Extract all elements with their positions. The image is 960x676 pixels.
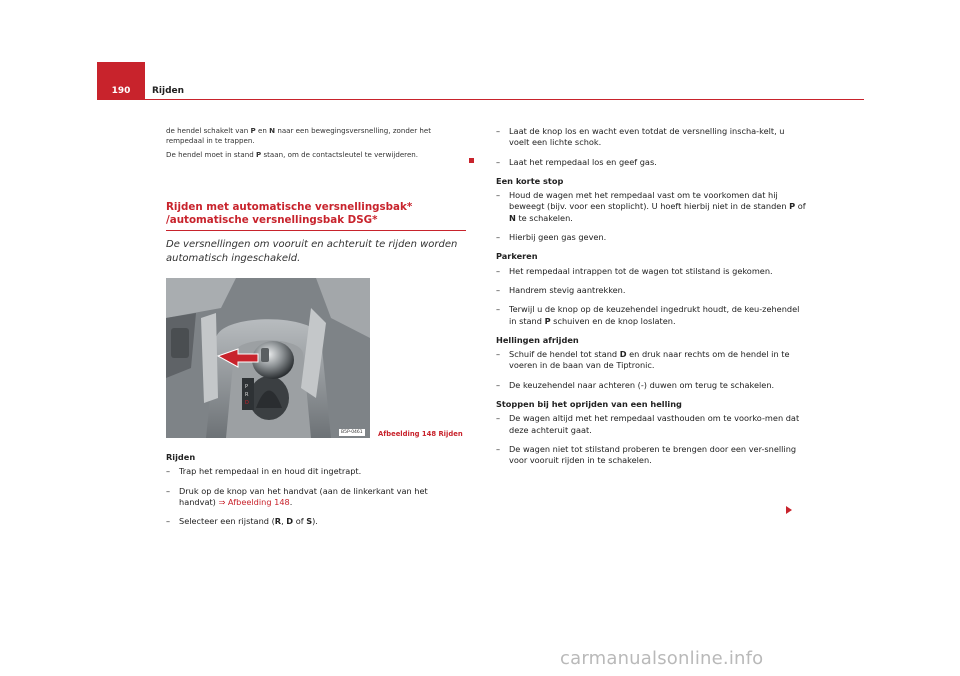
intro-paragraph-2: De hendel moet in stand P staan, om de contactsleutel te verwijderen. bbox=[166, 150, 419, 159]
list-item: – Laat de knop los en wacht even totdat de versnelling inscha-kelt, u voelt een lichte schok. bbox=[496, 126, 785, 148]
list-item: – De wagen niet tot stilstand proberen te brengen door een ver-snelling voor vooruit rijden in te schakelen. bbox=[496, 443, 797, 466]
intro-paragraph-1: de hendel schakelt van P en N naar een bewegingsversnelling, zonder het rempedaal in te trappen. bbox=[166, 126, 432, 145]
list-item: – Hierbij geen gas geven. bbox=[496, 232, 607, 243]
list-item: – Terwijl u de knop op de keuzehendel ingedrukt houdt, de keu-zehendel in stand P schuiven en de knop loslaten. bbox=[496, 304, 800, 326]
header-rule bbox=[97, 99, 864, 100]
list-item: – Druk op de knop van het handvat (aan de linkerkant van het handvat) ⇒ Afbeelding 148. bbox=[166, 485, 428, 507]
figure-code: B5P-0461 bbox=[341, 430, 363, 435]
list-item: – Handrem stevig aantrekken. bbox=[496, 284, 626, 295]
gear-selector-illustration bbox=[166, 278, 370, 438]
section-lead: De versnellingen om vooruit en achteruit te rijden worden automatisch ingeschakeld. bbox=[166, 239, 458, 264]
right-column bbox=[496, 126, 806, 475]
svg-text:R: R bbox=[245, 392, 249, 398]
left-body bbox=[166, 452, 466, 535]
figure-caption: Afbeelding 148 Rijden bbox=[378, 430, 463, 438]
list-item: – Laat het rempedaal los en geef gas. bbox=[496, 156, 657, 167]
running-header-title: Rijden bbox=[152, 86, 185, 96]
list-item: – Trap het rempedaal in en houd dit ingetrapt. bbox=[166, 466, 362, 477]
continue-arrow-icon bbox=[786, 506, 792, 514]
section-end-marker bbox=[469, 158, 474, 163]
svg-text:P: P bbox=[245, 384, 249, 390]
page-number: 190 bbox=[111, 86, 131, 96]
gear-selector-figure bbox=[166, 278, 370, 438]
subheading-short-stop: Een korte stop bbox=[496, 175, 564, 186]
list-item: – Houd de wagen met het rempedaal vast om te voorkomen dat hij beweegt (bijv. voor een stoplicht). U hoeft hierbij niet in de standen P of N te schakelen. bbox=[496, 190, 806, 223]
subheading-parking: Parkeren bbox=[496, 251, 538, 262]
list-item: – De keuzehendel naar achteren (-) duwen om terug te schakelen. bbox=[496, 379, 775, 390]
list-item: – Het rempedaal intrappen tot de wagen tot stilstand is gekomen. bbox=[496, 265, 773, 276]
subheading-hill-stop: Stoppen bij het oprijden van een helling bbox=[496, 399, 682, 410]
svg-text:D: D bbox=[245, 400, 249, 406]
list-item: – Schuif de hendel tot stand D en druk naar rechts om de hendel in te voeren in de baan van de Tiptronic. bbox=[496, 349, 790, 371]
list-item: – De wagen altijd met het rempedaal vasthouden om te voorko-men dat deze achteruit gaat. bbox=[496, 413, 800, 435]
intro-block bbox=[166, 126, 471, 160]
list-item: – Selecteer een rijstand (R, D of S). bbox=[166, 516, 318, 527]
subheading-rijden: Rijden bbox=[166, 452, 196, 462]
watermark: carmanualsonline.info bbox=[560, 648, 764, 669]
section-rule bbox=[166, 230, 466, 231]
section-title: Rijden met automatische versnellingsbak* /automatische versnellingsbak DSG* bbox=[166, 201, 413, 226]
figure-reference-link[interactable]: ⇒ Afbeelding 148 bbox=[218, 496, 290, 507]
subheading-hill-start: Hellingen afrijden bbox=[496, 334, 579, 345]
